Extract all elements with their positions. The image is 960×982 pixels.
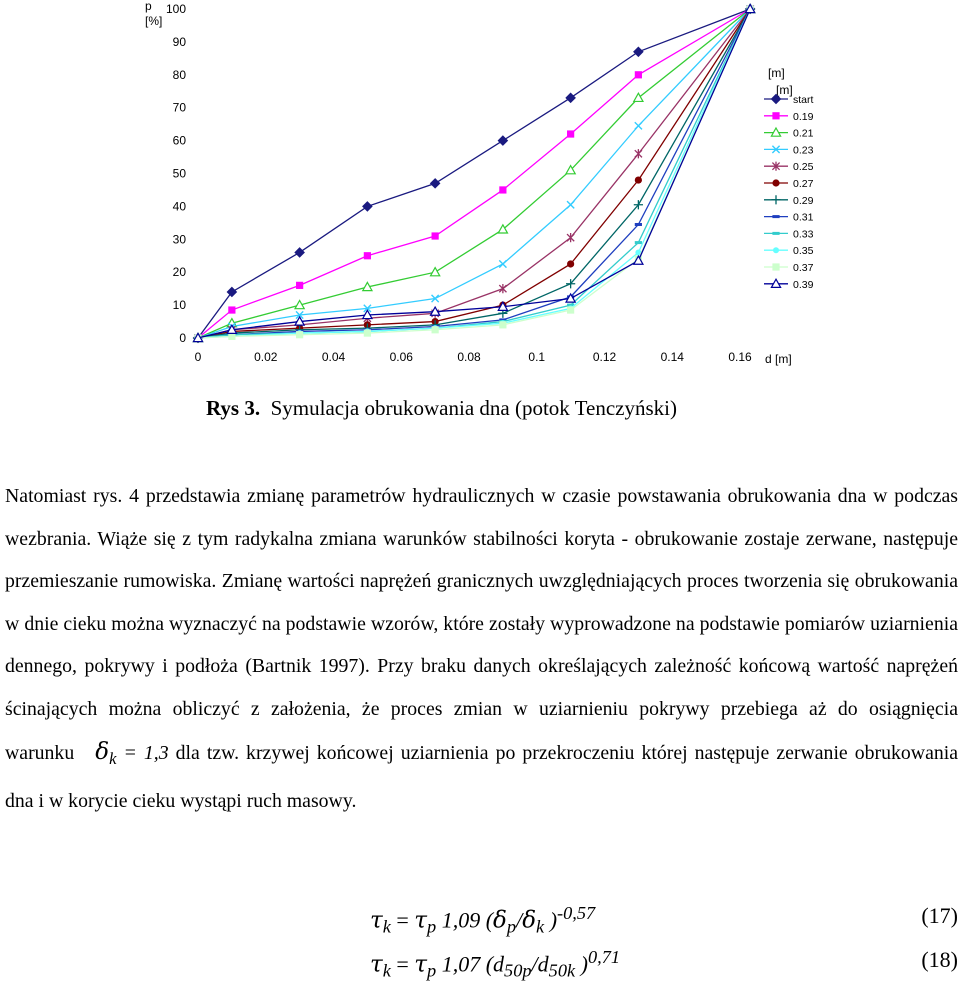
x-tick-label: 0.02 bbox=[254, 350, 278, 364]
y-tick-label: 90 bbox=[172, 34, 186, 49]
legend-entry bbox=[764, 161, 814, 173]
paragraph-end: dla tzw. krzywej końcowej uziarnienia po przekroczeniu której następuje zerwanie obrukowania dna i w korycie cieku wystąpi ruch masowy. bbox=[5, 741, 959, 813]
data-point bbox=[567, 260, 574, 267]
close-paren: ) bbox=[544, 907, 558, 933]
y-axis-label bbox=[145, 0, 162, 28]
data-point bbox=[567, 233, 574, 242]
data-point bbox=[227, 287, 236, 296]
legend-entry bbox=[764, 262, 814, 274]
data-point bbox=[499, 321, 506, 328]
tau-symbol: τ bbox=[370, 951, 383, 978]
data-point bbox=[295, 248, 304, 257]
legend-label: start bbox=[793, 94, 814, 106]
equation-text: 1,09 ( bbox=[436, 907, 494, 933]
tau-symbol: τ bbox=[370, 907, 383, 934]
exponent: 0,71 bbox=[587, 947, 621, 967]
y-axis-label-line: p bbox=[145, 0, 152, 13]
legend-label: 0.21 bbox=[793, 127, 814, 140]
equation-17 bbox=[370, 903, 960, 938]
series-line bbox=[198, 9, 750, 338]
legend-label: 0.35 bbox=[793, 245, 814, 258]
y-tick-label: 70 bbox=[172, 100, 186, 115]
legend-title: [m] bbox=[768, 66, 785, 80]
y-tick-label: 0 bbox=[179, 331, 186, 345]
series-0.31 bbox=[194, 8, 753, 340]
data-point bbox=[635, 71, 642, 78]
legend-entry bbox=[764, 111, 814, 123]
series-0.39 bbox=[193, 4, 754, 341]
x-tick-label: 0.16 bbox=[728, 350, 752, 364]
condition-subscript: k bbox=[109, 748, 117, 768]
data-point bbox=[499, 260, 506, 267]
tau-symbol: τ bbox=[414, 951, 428, 978]
legend-marker bbox=[772, 179, 779, 186]
chart-legend bbox=[764, 66, 814, 291]
data-point bbox=[498, 136, 507, 145]
data-point bbox=[635, 223, 642, 226]
chart-series bbox=[193, 4, 754, 342]
legend-entry bbox=[764, 212, 814, 224]
data-point bbox=[432, 326, 439, 333]
equals-sign: = bbox=[390, 907, 415, 933]
y-tick-label: 100 bbox=[165, 2, 186, 16]
delta-symbol: δ bbox=[493, 907, 507, 934]
equation-number: (18) bbox=[921, 947, 958, 972]
equals-sign: = bbox=[390, 951, 415, 977]
paragraph bbox=[5, 475, 958, 823]
series-0.33 bbox=[194, 8, 753, 340]
legend-label: 0.25 bbox=[793, 161, 814, 174]
legend-marker bbox=[773, 247, 779, 253]
y-tick-label: 20 bbox=[172, 265, 186, 280]
legend-entry bbox=[764, 245, 814, 257]
exponent: -0,57 bbox=[557, 903, 596, 923]
legend-entry bbox=[764, 279, 814, 291]
legend-label: 0.37 bbox=[793, 262, 814, 274]
paragraph-main: Natomiast rys. 4 przedstawia zmianę parametrów hydraulicznych w czasie powstawania obrukowania dna w podczas wezbrania. Wiąże się z tym radykalna zmiana warunków stabilności koryta - obrukowanie zostaje zerwane, następuje przemieszanie rumowiska. Zmianę wartości naprężeń granicznych uwzględniających proces tworzenia się obrukowania w dnie cieku można wyznaczyć na podstawie wzorów, które zostały wyprowadzone na podstawie pomiarów uziarnienia dennego, pokrywy i podłoża (Bartnik 1997). Przy braku danych określających zależność końcową wartość naprężeń ścinających można obliczyć z założenia, że proces zmian w uziarnieniu pokrywy przebiega aż do osiągnięcia warunku bbox=[5, 485, 958, 764]
y-tick-label: 40 bbox=[172, 199, 186, 214]
equation-text: 1,07 (d bbox=[436, 951, 505, 977]
series-0.19 bbox=[194, 5, 753, 341]
x-axis-label: d [m] bbox=[765, 352, 792, 366]
subscript: 50p bbox=[504, 960, 532, 981]
subscript: p bbox=[427, 960, 437, 981]
x-tick-label: 0.06 bbox=[389, 350, 413, 364]
y-tick-label: 60 bbox=[172, 133, 186, 148]
data-point bbox=[363, 202, 372, 211]
data-point bbox=[566, 93, 575, 102]
data-point bbox=[635, 241, 642, 244]
data-point bbox=[431, 268, 440, 276]
subscript: k bbox=[536, 916, 545, 937]
slash: /d bbox=[531, 951, 549, 977]
data-point bbox=[432, 232, 439, 239]
legend-label: 0.19 bbox=[793, 110, 814, 123]
body-text bbox=[5, 475, 958, 823]
data-point bbox=[499, 186, 506, 193]
x-tick-label: 0 bbox=[194, 350, 202, 364]
equation-18 bbox=[370, 947, 960, 982]
data-point bbox=[567, 201, 574, 208]
subscript: k bbox=[382, 960, 391, 981]
x-tick-label: 0.1 bbox=[528, 350, 546, 364]
data-point bbox=[364, 329, 371, 336]
legend-marker bbox=[772, 232, 779, 235]
data-point bbox=[635, 149, 642, 158]
delta-symbol: δ bbox=[522, 907, 537, 934]
data-point bbox=[228, 306, 235, 313]
data-point bbox=[567, 130, 574, 137]
legend-marker bbox=[771, 195, 780, 204]
legend-label: 0.33 bbox=[793, 228, 814, 241]
y-tick-label: 10 bbox=[172, 298, 186, 313]
series-0.25 bbox=[194, 4, 753, 342]
tau-symbol: τ bbox=[414, 907, 428, 934]
legend-label: 0.29 bbox=[793, 194, 814, 207]
subscript: k bbox=[382, 916, 391, 937]
grain-size-chart bbox=[0, 0, 960, 380]
condition-symbol: δ bbox=[95, 738, 110, 765]
legend-marker bbox=[772, 263, 779, 270]
legend-marker bbox=[772, 215, 779, 218]
legend-label: 0.27 bbox=[793, 178, 814, 190]
x-tick-label: 0.04 bbox=[321, 350, 346, 364]
legend-entry bbox=[764, 128, 814, 140]
y-axis-label-line: [%] bbox=[145, 14, 163, 28]
subscript: p bbox=[506, 916, 517, 937]
close-paren: ) bbox=[575, 951, 588, 977]
legend-entry bbox=[764, 178, 814, 190]
subscript: p bbox=[427, 916, 437, 937]
chart-axes bbox=[145, 0, 792, 366]
y-tick-label: 50 bbox=[172, 166, 186, 181]
legend-label: 0.31 bbox=[793, 211, 814, 224]
equation-number: (17) bbox=[921, 903, 958, 928]
x-tick-label: 0.14 bbox=[660, 350, 684, 364]
series-0.21 bbox=[193, 4, 754, 341]
y-tick-label: 30 bbox=[172, 232, 186, 247]
data-point bbox=[635, 122, 642, 129]
data-point bbox=[499, 284, 506, 293]
x-tick-label: 0.08 bbox=[457, 350, 481, 364]
caption-text: Symulacja obrukowania dna (potok Tenczyński) bbox=[270, 396, 677, 420]
data-point bbox=[567, 306, 574, 313]
data-point bbox=[296, 282, 303, 289]
legend-entry bbox=[764, 195, 814, 207]
legend-label: 0.23 bbox=[793, 144, 814, 157]
condition-value: = 1,3 bbox=[116, 741, 169, 764]
figure-caption bbox=[206, 396, 677, 421]
data-point bbox=[635, 176, 642, 183]
slash: / bbox=[516, 907, 523, 933]
legend-label: 0.39 bbox=[793, 278, 814, 291]
subscript: 50k bbox=[548, 960, 576, 981]
x-tick-label: 0.12 bbox=[592, 350, 617, 364]
legend-marker bbox=[772, 112, 779, 119]
y-tick-label: 80 bbox=[172, 67, 186, 82]
legend-entry bbox=[764, 228, 814, 240]
data-point bbox=[431, 179, 440, 188]
data-point bbox=[296, 331, 303, 338]
legend-title: [m] bbox=[776, 83, 793, 97]
data-point bbox=[634, 47, 643, 56]
legend-entry bbox=[764, 144, 814, 156]
caption-label: Rys 3. bbox=[206, 396, 261, 420]
data-point bbox=[364, 252, 371, 259]
